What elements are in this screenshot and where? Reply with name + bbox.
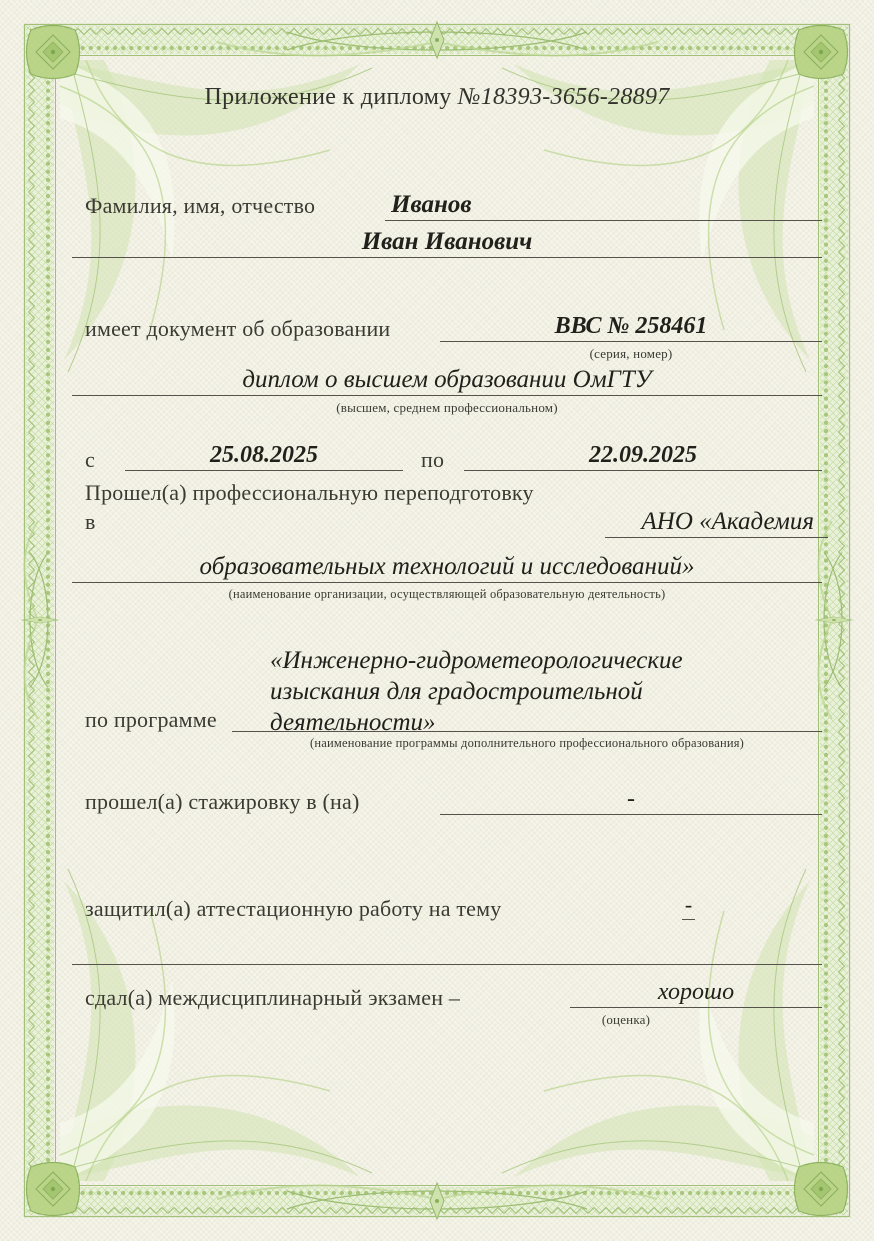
given-names-value: Иван Иванович	[361, 228, 533, 255]
internship-field	[440, 785, 822, 815]
period-to-field	[464, 441, 822, 471]
diploma-number: №18393-3656-28897	[457, 84, 670, 110]
period-to-value: 22.09.2025	[589, 442, 697, 468]
corner-rosette-icon	[795, 1163, 848, 1216]
program-value-line2: изыскания для градостроительной	[270, 678, 643, 705]
corner-rosette-icon	[795, 26, 848, 79]
thesis-field	[682, 893, 695, 920]
period-from-label: с	[85, 447, 95, 472]
exam-caption: (оценка)	[601, 1012, 651, 1027]
education-type-value: диплом о высшем образовании ОмГТУ	[242, 366, 652, 393]
exam-value: хорошо	[657, 979, 735, 1005]
document-title	[0, 84, 874, 111]
program-caption: (наименование программы дополнительного профессионального образования)	[309, 736, 745, 750]
program-value-line3: деятельности»	[270, 709, 436, 736]
surname-field	[385, 188, 822, 221]
thesis-underline	[72, 964, 822, 965]
education-doc-field	[440, 312, 822, 342]
education-doc-label: имеет документ об образовании	[85, 316, 391, 341]
organization-field-line1	[605, 505, 828, 538]
education-doc-caption: (серия, номер)	[589, 346, 673, 361]
name-label: Фамилия, имя, отчество	[85, 193, 316, 218]
surname-value: Иванов	[391, 191, 472, 218]
program-label: по программе	[85, 707, 217, 732]
program-value	[270, 645, 810, 738]
document-title-prefix: Приложение к диплому	[204, 84, 458, 110]
corner-rosette-icon	[27, 1163, 80, 1216]
internship-label: прошел(а) стажировку в (на)	[85, 789, 360, 814]
period-from-field	[125, 441, 403, 471]
exam-label: сдал(а) междисциплинарный экзамен –	[85, 985, 461, 1010]
organization-caption: (наименование организации, осуществляющей образовательную деятельность)	[228, 587, 666, 601]
education-type-field	[72, 365, 822, 396]
thesis-value: -	[684, 892, 693, 917]
thesis-label: защитил(а) аттестационную работу на тему	[85, 896, 502, 921]
period-to-label: по	[421, 447, 445, 472]
exam-field	[570, 981, 822, 1008]
given-names-field	[72, 224, 822, 258]
internship-value: -	[627, 786, 635, 812]
organization-value-line1: АНО «Академия	[641, 508, 814, 535]
program-underline	[232, 731, 822, 732]
corner-rosette-icon	[27, 26, 80, 79]
period-from-value: 25.08.2025	[210, 442, 318, 468]
retraining-label: Прошел(а) профессиональную переподготовку	[85, 480, 534, 505]
retraining-in-label: в	[85, 509, 96, 534]
program-value-line1: «Инженерно-гидрометеорологические	[270, 647, 683, 674]
education-doc-value: ВВС № 258461	[554, 313, 708, 339]
organization-field-line2	[72, 551, 822, 583]
education-type-caption: (высшем, среднем профессиональном)	[336, 400, 558, 415]
organization-value-line2: образовательных технологий и исследований»	[199, 553, 695, 580]
